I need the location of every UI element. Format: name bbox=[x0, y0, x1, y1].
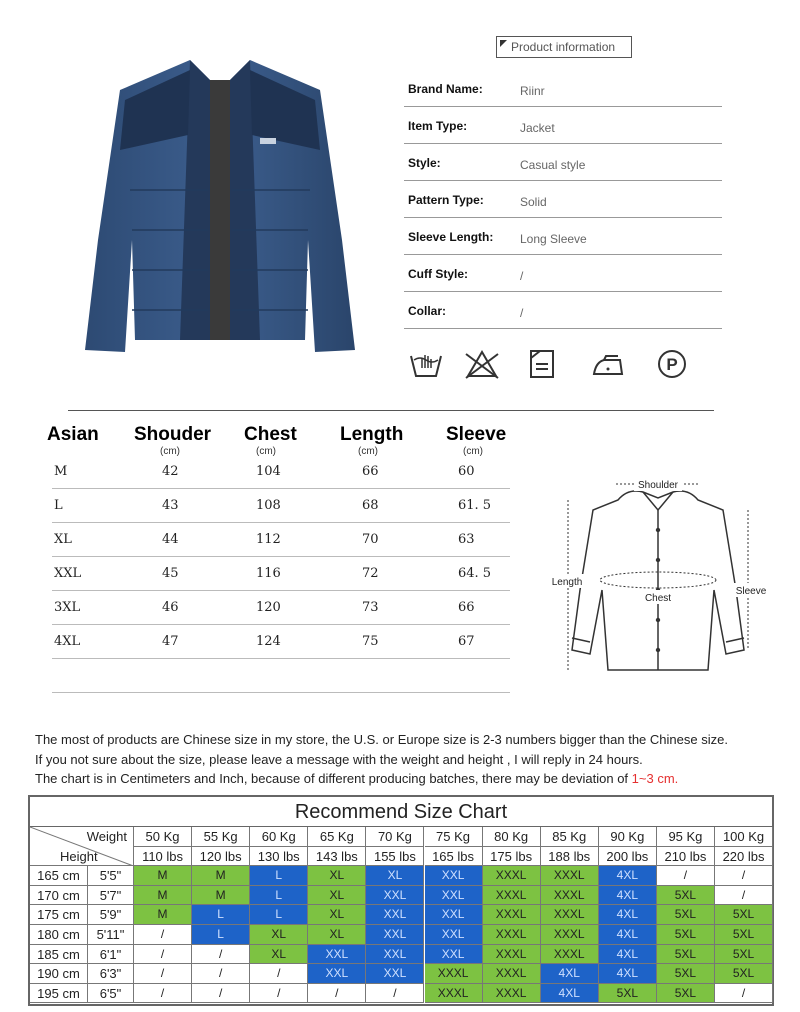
jacket-product-image bbox=[80, 40, 360, 360]
size-recommendation-cell: XL bbox=[308, 886, 366, 906]
product-info-value: / bbox=[520, 306, 524, 320]
size-recommendation-cell: M bbox=[192, 886, 250, 906]
size-recommendation-cell: L bbox=[250, 866, 308, 886]
product-info-label: Pattern Type: bbox=[408, 193, 484, 207]
weight-kg-header: 60 Kg bbox=[250, 827, 308, 847]
size-column-header: Sleeve bbox=[446, 424, 507, 445]
product-info-row bbox=[404, 144, 722, 181]
height-ft-cell: 5'11" bbox=[88, 925, 134, 945]
product-info-value: Jacket bbox=[520, 121, 555, 135]
size-cell: 46 bbox=[162, 600, 179, 615]
weight-kg-header: 85 Kg bbox=[541, 827, 599, 847]
corner-triangle-icon bbox=[500, 40, 507, 47]
size-recommendation-cell: XXXL bbox=[541, 925, 599, 945]
size-recommendation-cell: XXXL bbox=[425, 964, 483, 984]
size-cell: M bbox=[54, 464, 68, 479]
weight-kg-header: 70 Kg bbox=[366, 827, 424, 847]
weight-lbs-header: 175 lbs bbox=[483, 847, 541, 867]
size-recommendation-cell: XXXL bbox=[483, 925, 541, 945]
size-recommendation-cell: / bbox=[250, 984, 308, 1004]
deviation-value: 1~3 cm. bbox=[631, 771, 679, 786]
weight-lbs-header: 165 lbs bbox=[425, 847, 483, 867]
unit-label: (cm) bbox=[358, 446, 378, 457]
size-row bbox=[52, 489, 510, 523]
size-cell: 44 bbox=[162, 532, 179, 547]
height-cm-cell: 165 cm bbox=[30, 866, 88, 886]
size-recommendation-cell: 4XL bbox=[599, 866, 657, 886]
height-ft-cell: 6'3" bbox=[88, 964, 134, 984]
size-recommendation-cell: 5XL bbox=[715, 964, 773, 984]
product-info-value: Casual style bbox=[520, 158, 586, 172]
weight-lbs-header: 210 lbs bbox=[657, 847, 715, 867]
size-recommendation-cell: XL bbox=[366, 866, 424, 886]
product-info-row bbox=[404, 218, 722, 255]
measurement-diagram bbox=[548, 470, 770, 684]
product-info-label: Cuff Style: bbox=[408, 267, 468, 281]
size-recommendation-cell: L bbox=[250, 905, 308, 925]
product-info-value: Long Sleeve bbox=[520, 232, 587, 246]
product-information-title bbox=[496, 36, 632, 58]
size-row bbox=[52, 625, 510, 659]
height-ft-cell: 6'5" bbox=[88, 984, 134, 1004]
size-recommendation-cell: 5XL bbox=[657, 925, 715, 945]
size-recommendation-cell: XXXL bbox=[541, 866, 599, 886]
size-recommendation-cell: XXXL bbox=[425, 984, 483, 1004]
size-recommendation-cell: / bbox=[715, 886, 773, 906]
size-recommendation-cell: XL bbox=[308, 866, 366, 886]
size-cell: 68 bbox=[362, 498, 379, 513]
size-recommendation-cell: / bbox=[657, 866, 715, 886]
size-recommendation-cell: / bbox=[134, 925, 192, 945]
size-recommendation-cell: XXL bbox=[366, 945, 424, 965]
product-info-row bbox=[404, 255, 722, 292]
size-cell: 120 bbox=[256, 600, 281, 615]
size-cell: 47 bbox=[162, 634, 179, 649]
product-info-row bbox=[404, 107, 722, 144]
size-cell: 61. 5 bbox=[458, 498, 492, 513]
weight-kg-header: 90 Kg bbox=[599, 827, 657, 847]
size-column-header: Chest bbox=[244, 424, 297, 445]
svg-text:P: P bbox=[666, 355, 678, 374]
product-info-label: Sleeve Length: bbox=[408, 230, 494, 244]
height-cm-cell: 185 cm bbox=[30, 945, 88, 965]
size-recommendation-cell: / bbox=[715, 866, 773, 886]
unit-label: (cm) bbox=[463, 446, 483, 457]
size-recommendation-cell: / bbox=[366, 984, 424, 1004]
size-recommendation-cell: L bbox=[250, 886, 308, 906]
size-recommendation-cell: XXL bbox=[425, 945, 483, 965]
size-recommendation-cell: XXXL bbox=[541, 905, 599, 925]
weight-lbs-header: 110 lbs bbox=[134, 847, 192, 867]
size-cell: 42 bbox=[162, 464, 179, 479]
weight-kg-header: 55 Kg bbox=[192, 827, 250, 847]
size-recommendation-cell: XXL bbox=[366, 905, 424, 925]
height-cm-cell: 170 cm bbox=[30, 886, 88, 906]
size-recommendation-cell: 4XL bbox=[599, 964, 657, 984]
size-cell: L bbox=[54, 498, 63, 513]
product-info-row bbox=[404, 70, 722, 107]
size-cell: 70 bbox=[362, 532, 379, 547]
size-recommendation-cell: XXL bbox=[308, 964, 366, 984]
weight-kg-header: 50 Kg bbox=[134, 827, 192, 847]
size-cell: 4XL bbox=[54, 634, 81, 649]
size-recommendation-cell: M bbox=[134, 905, 192, 925]
size-cell: 66 bbox=[458, 600, 475, 615]
height-ft-cell: 5'9" bbox=[88, 905, 134, 925]
height-cm-cell: 175 cm bbox=[30, 905, 88, 925]
size-recommendation-cell: / bbox=[250, 964, 308, 984]
size-recommendation-cell: M bbox=[134, 886, 192, 906]
tumble-dry-icon bbox=[524, 346, 560, 382]
size-recommendation-cell: 4XL bbox=[541, 964, 599, 984]
size-row bbox=[52, 455, 510, 489]
recommend-size-chart bbox=[28, 795, 774, 1006]
no-bleach-icon bbox=[464, 346, 500, 382]
size-recommendation-cell: XXL bbox=[366, 964, 424, 984]
note-line-3-text: The chart is in Centimeters and Inch, because of different producing batches, there may be deviation of bbox=[35, 771, 632, 786]
size-recommendation-cell: XL bbox=[250, 945, 308, 965]
unit-label: (cm) bbox=[160, 446, 180, 457]
weight-lbs-header: 188 lbs bbox=[541, 847, 599, 867]
size-cell: 3XL bbox=[54, 600, 81, 615]
size-row bbox=[52, 523, 510, 557]
diagram-length-label: Length bbox=[551, 577, 583, 588]
size-recommendation-cell: 5XL bbox=[657, 984, 715, 1004]
height-label: Height bbox=[60, 848, 98, 864]
size-column-header: Asian bbox=[47, 424, 99, 445]
size-recommendation-cell: XXXL bbox=[483, 866, 541, 886]
weight-height-corner bbox=[30, 827, 134, 866]
size-recommendation-cell: 4XL bbox=[599, 925, 657, 945]
size-recommendation-cell: XXXL bbox=[483, 984, 541, 1004]
size-cell: 124 bbox=[256, 634, 281, 649]
size-recommendation-cell: 5XL bbox=[657, 886, 715, 906]
size-cell: 104 bbox=[256, 464, 281, 479]
size-recommendation-cell: XXL bbox=[425, 925, 483, 945]
size-cell: 108 bbox=[256, 498, 281, 513]
note-line-2: If you not sure about the size, please leave a message with the weight and height , I will reply in 24 hours. bbox=[35, 752, 643, 767]
height-cm-cell: 190 cm bbox=[30, 964, 88, 984]
size-recommendation-cell: XL bbox=[250, 925, 308, 945]
size-recommendation-cell: / bbox=[192, 945, 250, 965]
height-cm-cell: 195 cm bbox=[30, 984, 88, 1004]
size-recommendation-cell: XXXL bbox=[483, 886, 541, 906]
product-info-label: Collar: bbox=[408, 304, 447, 318]
size-recommendation-cell: XXXL bbox=[541, 886, 599, 906]
size-cell: 72 bbox=[362, 566, 379, 581]
weight-lbs-header: 200 lbs bbox=[599, 847, 657, 867]
size-cell: 60 bbox=[458, 464, 475, 479]
product-info-value: / bbox=[520, 269, 524, 283]
weight-lbs-header: 130 lbs bbox=[250, 847, 308, 867]
size-recommendation-cell: 5XL bbox=[715, 945, 773, 965]
size-recommendation-cell: 5XL bbox=[599, 984, 657, 1004]
size-recommendation-cell: 5XL bbox=[657, 964, 715, 984]
weight-kg-header: 95 Kg bbox=[657, 827, 715, 847]
product-info-list bbox=[404, 70, 722, 329]
size-recommendation-cell: 4XL bbox=[541, 984, 599, 1004]
care-icons bbox=[404, 346, 704, 386]
note-line-1: The most of products are Chinese size in my store, the U.S. or Europe size is 2-3 numbers bigger than the Chinese size. bbox=[35, 732, 728, 747]
size-recommendation-cell: XXL bbox=[366, 925, 424, 945]
product-info-value: Solid bbox=[520, 195, 547, 209]
section-divider bbox=[68, 410, 714, 411]
size-recommendation-cell: 4XL bbox=[599, 945, 657, 965]
size-recommendation-cell: XXXL bbox=[483, 905, 541, 925]
size-cell: 64. 5 bbox=[458, 566, 492, 581]
size-recommendation-cell: / bbox=[192, 964, 250, 984]
chart-title: Recommend Size Chart bbox=[30, 797, 772, 827]
iron-icon bbox=[590, 346, 626, 382]
size-recommendation-cell: XL bbox=[308, 905, 366, 925]
diagram-sleeve-label: Sleeve bbox=[735, 586, 767, 597]
weight-lbs-header: 220 lbs bbox=[715, 847, 773, 867]
weight-kg-header: 80 Kg bbox=[483, 827, 541, 847]
size-cell: 63 bbox=[458, 532, 475, 547]
weight-lbs-header: 155 lbs bbox=[366, 847, 424, 867]
product-info-label: Brand Name: bbox=[408, 82, 483, 96]
size-column-header: Shouder bbox=[134, 424, 212, 445]
size-cell: 73 bbox=[362, 600, 379, 615]
height-ft-cell: 5'7" bbox=[88, 886, 134, 906]
height-ft-cell: 5'5" bbox=[88, 866, 134, 886]
size-recommendation-cell: 5XL bbox=[657, 945, 715, 965]
size-recommendation-cell: 5XL bbox=[715, 925, 773, 945]
size-row-empty bbox=[52, 659, 510, 693]
weight-kg-header: 75 Kg bbox=[425, 827, 483, 847]
size-recommendation-cell: M bbox=[192, 866, 250, 886]
size-recommendation-cell: XXL bbox=[425, 905, 483, 925]
size-recommendation-cell: XXXL bbox=[541, 945, 599, 965]
product-info-row bbox=[404, 292, 722, 329]
size-recommendation-cell: / bbox=[715, 984, 773, 1004]
size-recommendation-cell: / bbox=[134, 945, 192, 965]
size-recommendation-cell: XXL bbox=[425, 886, 483, 906]
size-recommendation-cell: / bbox=[192, 984, 250, 1004]
size-recommendation-cell: XXL bbox=[425, 866, 483, 886]
size-recommendation-cell: XXL bbox=[308, 945, 366, 965]
size-recommendation-cell: XXXL bbox=[483, 964, 541, 984]
size-cell: 67 bbox=[458, 634, 475, 649]
size-row bbox=[52, 557, 510, 591]
size-recommendation-cell: 5XL bbox=[715, 905, 773, 925]
size-recommendation-cell: L bbox=[192, 925, 250, 945]
size-recommendation-cell: XXXL bbox=[483, 945, 541, 965]
size-recommendation-cell: XXL bbox=[366, 886, 424, 906]
size-cell: 75 bbox=[362, 634, 379, 649]
hand-wash-icon bbox=[408, 346, 444, 382]
product-info-label: Style: bbox=[408, 156, 441, 170]
diagram-shoulder-label: Shoulder bbox=[637, 480, 679, 491]
size-recommendation-cell: 4XL bbox=[599, 886, 657, 906]
weight-kg-header: 100 Kg bbox=[715, 827, 773, 847]
size-recommendation-cell: 4XL bbox=[599, 905, 657, 925]
size-row bbox=[52, 591, 510, 625]
size-recommendation-cell: XL bbox=[308, 925, 366, 945]
size-recommendation-cell: 5XL bbox=[657, 905, 715, 925]
size-recommendation-cell: / bbox=[134, 964, 192, 984]
diagram-chest-label: Chest bbox=[644, 593, 672, 604]
product-info-row bbox=[404, 181, 722, 218]
height-cm-cell: 180 cm bbox=[30, 925, 88, 945]
size-cell: 45 bbox=[162, 566, 179, 581]
weight-lbs-header: 120 lbs bbox=[192, 847, 250, 867]
unit-label: (cm) bbox=[256, 446, 276, 457]
size-cell: 66 bbox=[362, 464, 379, 479]
product-info-label: Item Type: bbox=[408, 119, 468, 133]
size-cell: 43 bbox=[162, 498, 179, 513]
size-recommendation-cell: L bbox=[192, 905, 250, 925]
dry-clean-p-icon bbox=[654, 346, 690, 382]
size-recommendation-cell: / bbox=[134, 984, 192, 1004]
size-recommendation-cell: M bbox=[134, 866, 192, 886]
product-information-label: Product information bbox=[511, 40, 616, 54]
height-ft-cell: 6'1" bbox=[88, 945, 134, 965]
size-cell: 116 bbox=[256, 566, 281, 581]
size-cell: XL bbox=[54, 532, 72, 547]
weight-lbs-header: 143 lbs bbox=[308, 847, 366, 867]
size-cell: 112 bbox=[256, 532, 281, 547]
size-cell: XXL bbox=[54, 566, 82, 581]
size-recommendation-cell: / bbox=[308, 984, 366, 1004]
weight-label: Weight bbox=[86, 829, 127, 844]
note-line-3 bbox=[35, 771, 678, 786]
size-column-header: Length bbox=[340, 424, 404, 445]
product-info-value: Riinr bbox=[520, 84, 545, 98]
weight-kg-header: 65 Kg bbox=[308, 827, 366, 847]
